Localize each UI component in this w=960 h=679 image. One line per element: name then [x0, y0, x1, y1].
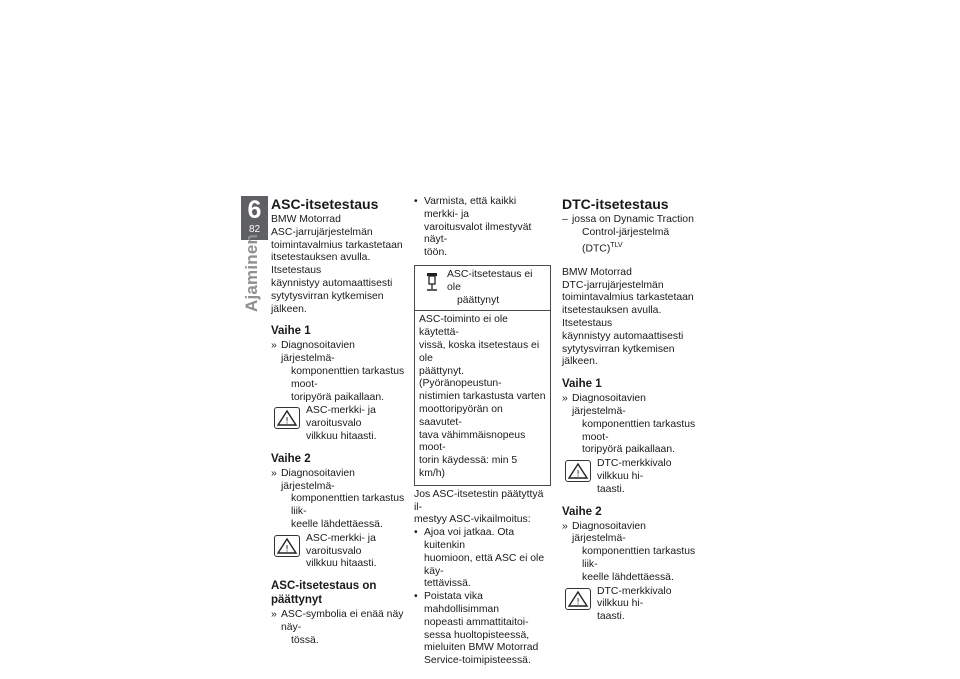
step1-note: [562, 458, 702, 496]
bullet-line: Ajoa voi jatkaa. Ota kuitenkin: [424, 527, 515, 551]
step2-item: [562, 521, 702, 585]
info-box-body: [415, 311, 550, 484]
step-line: komponenttien tarkastus liik-: [582, 546, 696, 570]
info-body-line: moottoripyörän on saavutet-: [419, 403, 503, 428]
intro-line: käynnistyy automaattisesti: [271, 277, 393, 289]
info-body-line: päättynyt. (Pyöränopeustun-: [419, 365, 502, 390]
info-body-line: tava vähimmäisnopeus moot-: [419, 429, 526, 454]
scope-line-text: Control-järjestelmä (DTC): [582, 226, 670, 255]
note-line: taasti.: [597, 483, 625, 495]
note-line: DTC-merkkivalo vilkkuu hi-: [597, 458, 672, 483]
info-body-line: ASC-toiminto ei ole käytettä-: [419, 314, 508, 339]
step-marker: »: [271, 467, 277, 479]
step1-note: [271, 405, 409, 443]
step2-note: [271, 533, 409, 571]
scope-line: jossa on Dynamic Traction: [572, 214, 694, 225]
svg-text:!: !: [285, 544, 289, 555]
bullet-line: huomioon, että ASC ei ole käy-: [424, 552, 545, 577]
scope-line-2: [572, 227, 702, 256]
info-body-line: torin käydessä: min 5 km/h): [419, 455, 518, 479]
check-line: töön.: [424, 247, 448, 259]
intro-line: toimintavalmius tarkastetaan: [271, 239, 403, 251]
done-heading: ASC-itsetestaus on päättynyt: [271, 580, 377, 607]
section-title-asc: ASC-itsetestaus: [271, 196, 379, 212]
svg-text:!: !: [285, 416, 289, 427]
step2-item: [271, 468, 409, 532]
step-line: Diagnosoitavien järjestelmä-: [572, 393, 646, 418]
bullet-line: sessa huoltopisteessä,: [424, 629, 530, 641]
note-line: taasti.: [597, 611, 625, 623]
info-box-asc-not-finished: [414, 265, 551, 486]
info-box-header: [415, 266, 550, 311]
step-line: toripyörä paikallaan.: [582, 444, 675, 456]
step1-heading: Vaihe 1: [562, 378, 602, 391]
check-item: [414, 196, 551, 260]
chapter-side-label: Ajaminen: [242, 233, 261, 312]
step2-heading: Vaihe 2: [271, 452, 311, 465]
info-header-line: päättynyt: [457, 294, 500, 306]
step-line: komponenttien tarkastus liik-: [291, 493, 405, 518]
bullet-line: tettävissä.: [424, 578, 471, 590]
indicator-lamp-icon: [425, 272, 439, 292]
svg-text:!: !: [576, 597, 580, 608]
dash-marker: –: [562, 214, 568, 225]
bullet-line: nopeasti ammattitaitoi-: [424, 616, 529, 628]
bullet-line: Service-toimipisteessä.: [424, 655, 531, 667]
step2-note: [562, 586, 702, 624]
page-number: 82: [248, 224, 261, 235]
note-line: vilkkuu hitaasti.: [306, 430, 377, 442]
bullet-dot: •: [414, 196, 418, 207]
warning-light-icon: [274, 535, 300, 557]
done-item: [271, 609, 409, 647]
column-dtc: [562, 196, 702, 626]
step1-heading: Vaihe 1: [271, 325, 311, 338]
intro-line: itsetestauksen avulla. Itsetestaus: [562, 305, 662, 330]
column-asc-continued: [414, 196, 551, 668]
bullet-dot: •: [414, 591, 418, 603]
check-line: varoitusvalot ilmestyvät näyt-: [424, 221, 532, 246]
step-line: keelle lähdettäessä.: [582, 571, 674, 583]
bullet-line: Poistata vika mahdollisimman: [424, 591, 500, 615]
warning-light-icon: [274, 407, 300, 429]
spacer: [562, 256, 702, 267]
step-line: keelle lähdettäessä.: [291, 518, 383, 530]
intro-line: BMW Motorrad: [271, 214, 341, 225]
step-line: toripyörä paikallaan.: [291, 391, 384, 403]
info-header-line: ASC-itsetestaus ei ole: [447, 268, 533, 293]
bullet-dot: •: [414, 527, 418, 539]
intro-line: sytytysvirran kytkemisen jälkeen.: [562, 343, 675, 368]
info-body-line: nistimien tarkastusta varten: [419, 391, 546, 403]
step-marker: »: [271, 340, 277, 352]
chapter-number: 6: [247, 196, 262, 224]
step-marker: »: [562, 393, 568, 405]
info-body-line: vissä, koska itsetestaus ei ole: [419, 339, 540, 364]
step-line: Diagnosoitavien järjestelmä-: [281, 467, 355, 492]
intro-line: BMW Motorrad: [562, 266, 632, 278]
note-line: ASC-merkki- ja varoitusvalo: [306, 532, 376, 557]
error-bullet-item: [414, 591, 551, 668]
step-line: komponenttien tarkastus moot-: [291, 365, 405, 390]
intro-line: toimintavalmius tarkastetaan: [562, 292, 694, 304]
intro-line: sytytysvirran kytkemisen jälkeen.: [271, 290, 384, 315]
step-marker: »: [271, 609, 277, 621]
step-line: Diagnosoitavien järjestelmä-: [572, 520, 646, 545]
step1-item: [562, 393, 702, 457]
section-title-dtc: DTC-itsetestaus: [562, 196, 669, 212]
bullet-line: mieluiten BMW Motorrad: [424, 642, 539, 654]
svg-text:!: !: [576, 469, 580, 480]
after-line: Jos ASC-itsetestin päätyttyä il-: [414, 488, 544, 513]
step-line: ASC-symbolia ei enää näy näy-: [281, 609, 404, 633]
step-line: tössä.: [291, 634, 319, 646]
scope-superscript: TLV: [610, 241, 623, 249]
warning-light-icon: [565, 460, 591, 482]
warning-light-icon: [565, 588, 591, 610]
column-asc: [271, 196, 409, 648]
scope-item: [562, 214, 702, 256]
intro-line: itsetestauksen avulla. Itsetestaus: [271, 252, 371, 277]
intro-line: DTC-jarrujärjestelmän: [562, 279, 664, 291]
note-line: vilkkuu hitaasti.: [306, 558, 377, 570]
after-line: mestyy ASC-vikailmoitus:: [414, 514, 531, 526]
note-line: DTC-merkkivalo vilkkuu hi-: [597, 585, 672, 610]
step-marker: »: [562, 520, 568, 532]
step2-heading: Vaihe 2: [562, 505, 602, 518]
note-line: ASC-merkki- ja varoitusvalo: [306, 405, 376, 430]
intro-line: ASC-jarrujärjestelmän: [271, 226, 373, 238]
step1-item: [271, 340, 409, 404]
intro-line: käynnistyy automaattisesti: [562, 330, 684, 342]
step-line: Diagnosoitavien järjestelmä-: [281, 340, 355, 365]
step-line: komponenttien tarkastus moot-: [582, 418, 696, 443]
check-line: Varmista, että kaikki merkki- ja: [424, 196, 517, 220]
error-bullet-item: [414, 527, 551, 591]
